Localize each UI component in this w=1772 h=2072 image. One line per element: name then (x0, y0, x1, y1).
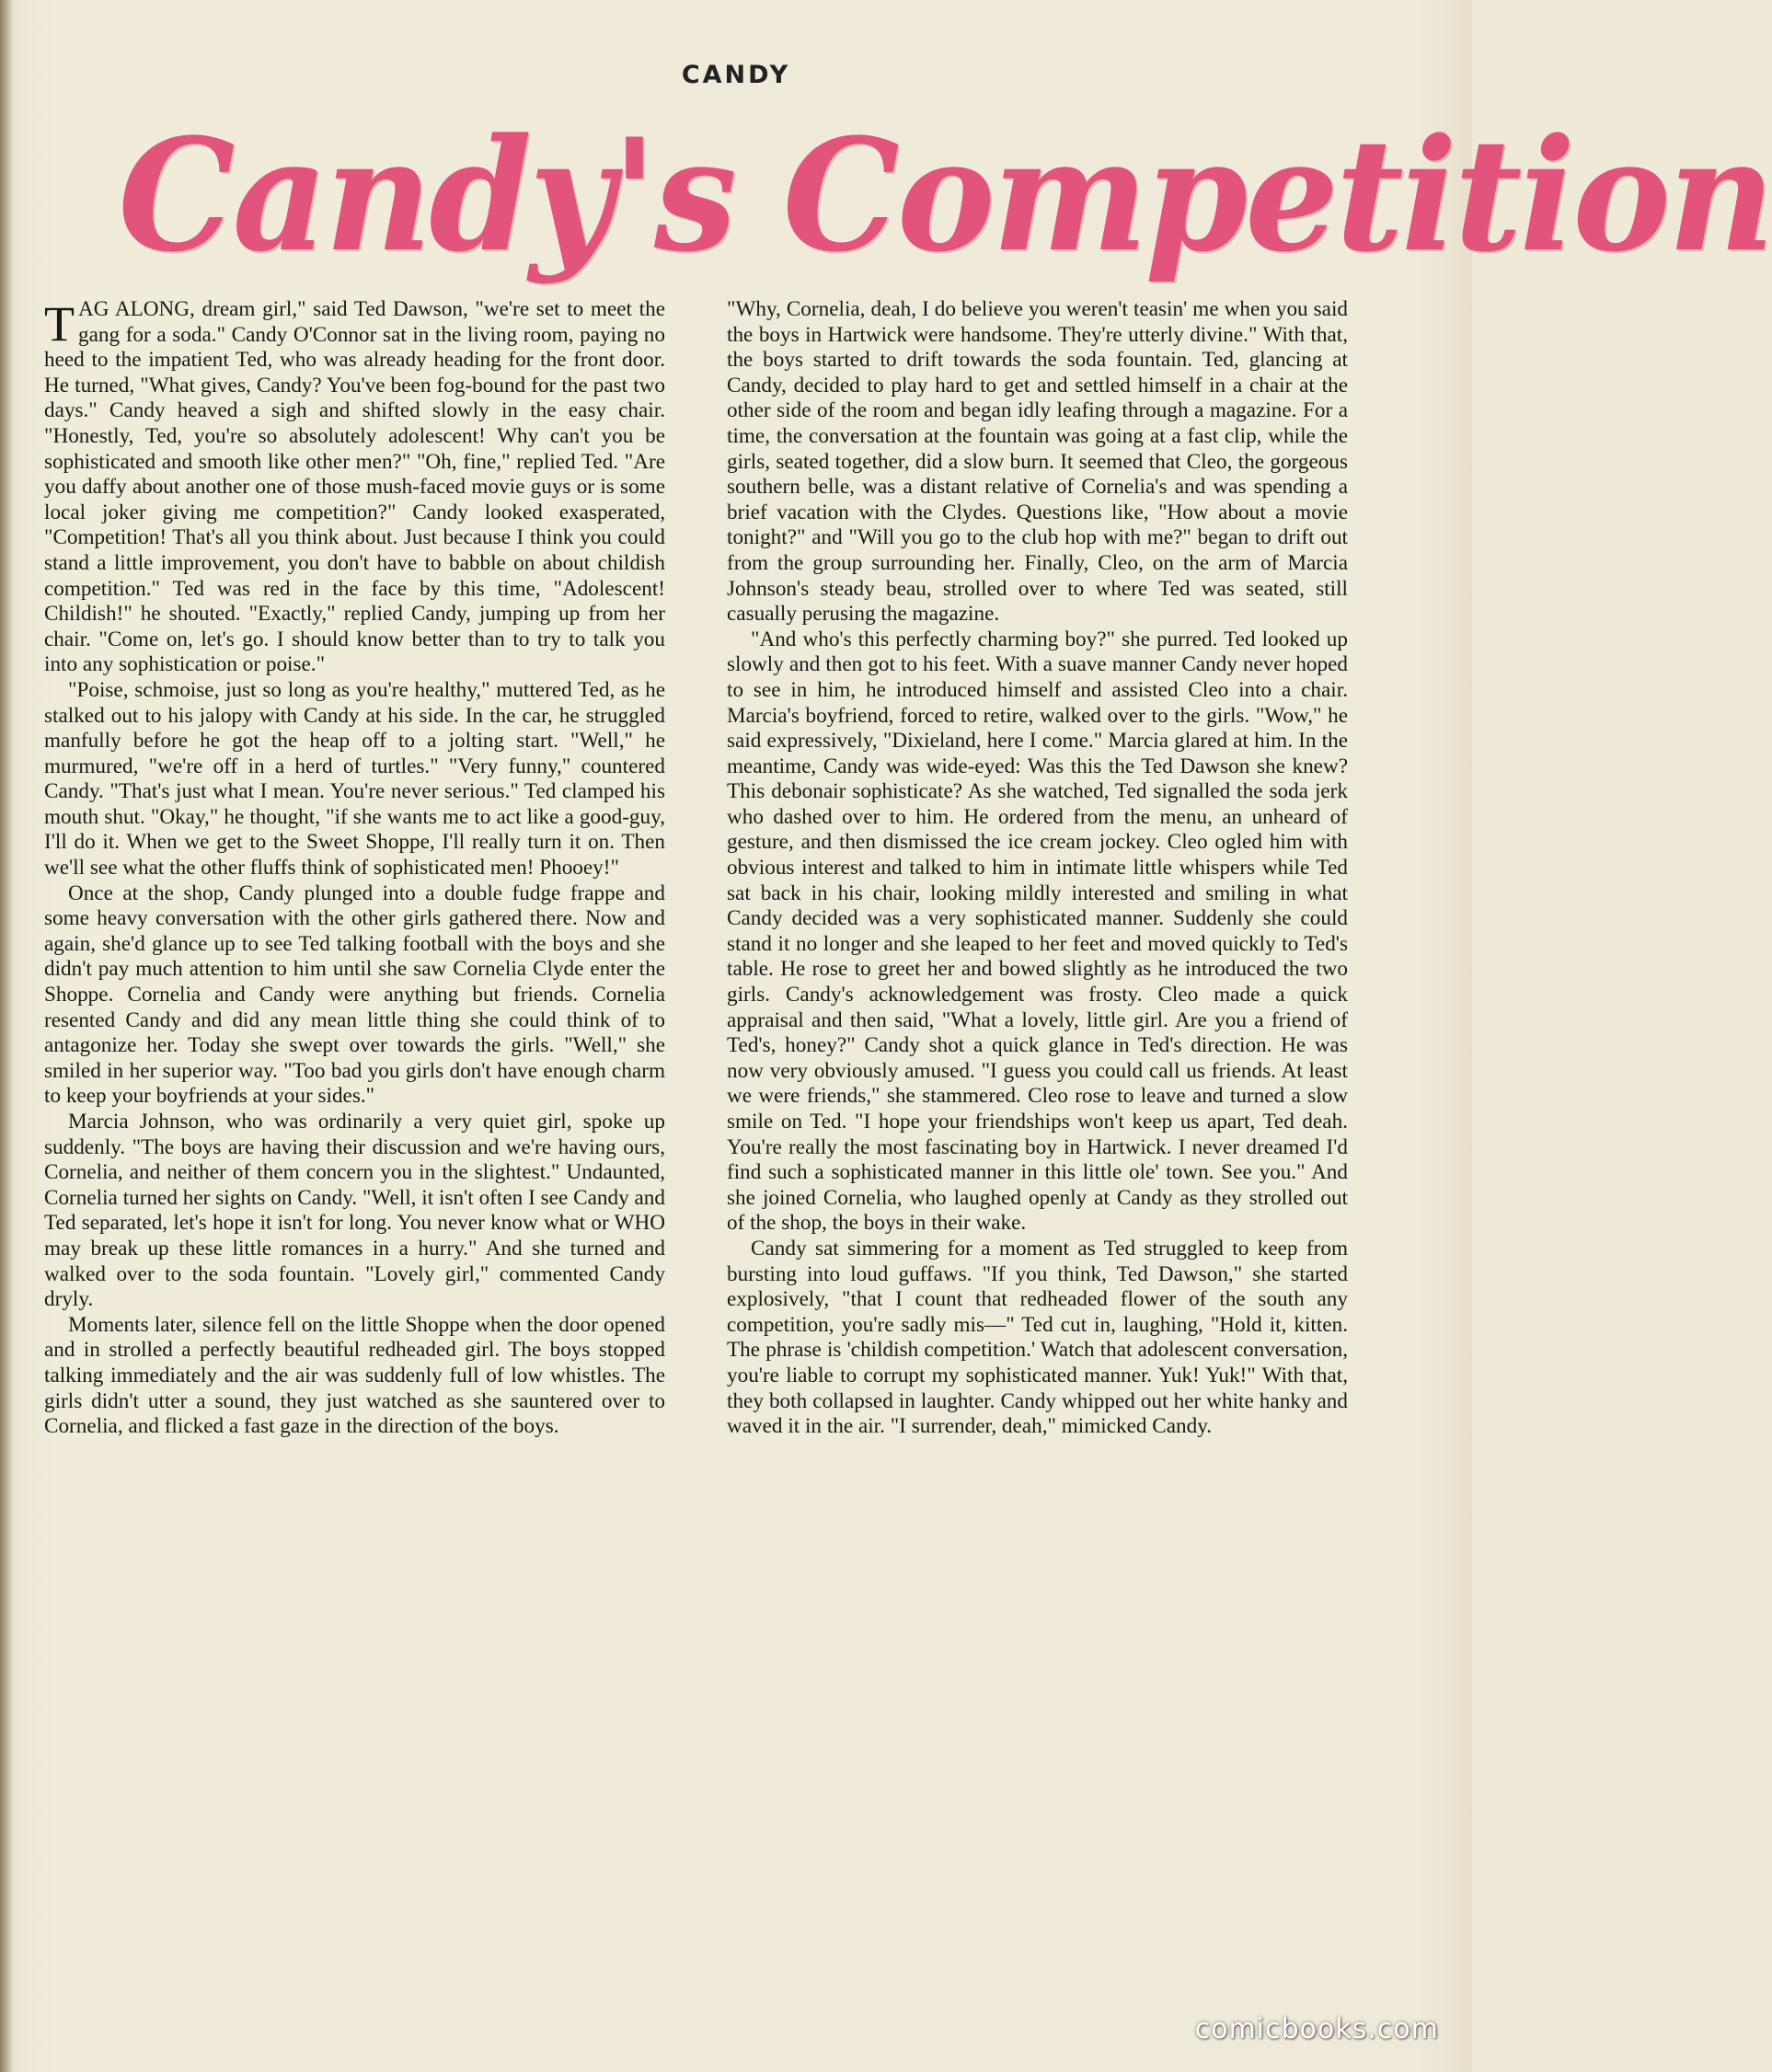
right-column (727, 297, 1348, 1926)
story-title: Candy's Competition (118, 104, 1772, 286)
paragraph: "Poise, schmoise, just so long as you're healthy," muttered Ted, as he stalked out to his jalopy with Candy at his side. In the car, he struggled manfully before he got the heap off to a jolting start. "Well," he murmured, "we're off in a herd of turtles." "Very funny," countered Candy. "That's just what I mean. You're never serious." Ted clamped his mouth shut. "Okay," he thought, "if she wants me to act like a good-guy, I'll do it. When we get to the Sweet Shoppe, I'll really turn it on. Then we'll see what the other fluffs think of sophisticated men! Phooey!" (44, 677, 665, 881)
paragraph (44, 297, 665, 678)
paragraph: "Why, Cornelia, deah, I do believe you weren't teasin' me when you said the boys in Hartwick were handsome. They're utterly divine." With that, the boys started to drift towards the soda fountain. Ted, glancing at Candy, decided to play hard to get and settled himself in a chair at the other side of the room and began idly leafing through a magazine. For a time, the conversation at the fountain was going at a fast clip, while the girls, seated together, did a slow burn. It seemed that Cleo, the gorgeous southern belle, was a distant relative of Cornelia's and was spending a brief vacation with the Clydes. Questions like, "How about a movie tonight?" and "Will you go to the club hop with me?" began to drift out from the group surrounding her. Finally, Cleo, on the arm of Marcia Johnson's steady beau, strolled over to where Ted was seated, still casually perusing the magazine. (727, 297, 1348, 627)
left-column (44, 297, 665, 1926)
drop-cap: T (44, 296, 75, 351)
paragraph: Moments later, silence fell on the little Shoppe when the door opened and in strolled a perfectly beautiful redheaded girl. The boys stopped talking immediately and the air was suddenly full of low whistles. The girls didn't utter a sound, they just watched as she sauntered over to Cornelia, and flicked a fast gaze in the direction of the boys. (44, 1312, 665, 1439)
paragraph: Once at the shop, Candy plunged into a double fudge frappe and some heavy conversation with the other girls gathered there. Now and again, she'd glance up to see Ted talking football with the boys and she didn't pay much attention to him until she saw Cornelia Clyde enter the Shoppe. Cornelia and Candy were anything but friends. Cornelia resented Candy and did any mean little thing she could think of to antagonize her. Today she swept over towards the girls. "Well," she smiled in her superior way. "Too bad you girls don't have enough charm to keep your boyfriends at your sides." (44, 881, 665, 1109)
watermark: comicbooks.com (1194, 2013, 1439, 2045)
paragraph: Marcia Johnson, who was ordinarily a very quiet girl, spoke up suddenly. "The boys are having their discussion and we're having ours, Cornelia, and neither of them concern you in the slightest." Undaunted, Cornelia turned her sights on Candy. "Well, it isn't often I see Candy and Ted separated, let's hope it isn't for long. You never know what or WHO may break up these little romances in a hurry." And she turned and walked over to the soda fountain. "Lovely girl," commented Candy dryly. (44, 1110, 665, 1312)
magazine-header: CANDY (681, 61, 791, 89)
paragraph: "And who's this perfectly charming boy?" she purred. Ted looked up slowly and then got to his feet. With a suave manner Candy never hoped to see in him, he introduced himself and assisted Cleo into a chair. Marcia's boyfriend, forced to retire, walked over to the girls. "Wow," he said expressively, "Dixieland, here I come." Marcia glared at him. In the meantime, Candy was wide-eyed: Was this the Ted Dawson she knew? This debonair sophisticate? As she watched, Ted signalled the soda jerk who dashed over to him. He ordered from the menu, an unheard of gesture, and then dismissed the ice cream jockey. Cleo ogled him with obvious interest and talked to him in intimate little whispers while Ted sat back in his chair, looking mildly interested and smiling in what Candy decided was a very sophisticated manner. Suddenly she could stand it no longer and she leaped to her feet and moved quickly to Ted's table. He rose to greet her and bowed slightly as he introduced the two girls. Candy's acknowledgement was frosty. Cleo made a quick appraisal and then said, "What a lovely, little girl. Are you a friend of Ted's, honey?" Candy shot a quick glance in Ted's direction. He was now very obviously amused. "I guess you could call us friends. At least we were friends," she stammered. Cleo rose to leave and turned a slow smile on Ted. "I hope your friendships won't keep us apart, Ted deah. You're really the most fascinating boy in Hartwick. I never dreamed I'd find such a sophisticated manner in this little ole' town. See you." And she joined Cornelia, who laughed openly at Candy as they strolled out of the shop, the boys in their wake. (727, 627, 1348, 1236)
paragraph-text: AG ALONG, dream girl," said Ted Dawson, "we're set to meet the gang for a soda." Candy O'Connor sat in the living room, paying no heed to the impatient Ted, who was already heading for the front door. He turned, "What gives, Candy? You've been fog-bound for the past two days." Candy heaved a sigh and shifted slowly in the easy chair. "Honestly, Ted, you're so absolutely adolescent! Why can't you be sophisticated and smooth like other men?" "Oh, fine," replied Ted. "Are you daffy about another one of those mush-faced movie guys or is some local joker giving me competition?" Candy looked exasperated, "Competition! That's all you think about. Just because I think you could stand a little improvement, you don't have to babble on about childish competition." Ted was red in the face by this time, "Adolescent! Childish!" he shouted. "Exactly," replied Candy, jumping up from her chair. "Come on, let's go. I should know better than to try to talk you into any sophistication or poise." (44, 297, 665, 677)
paragraph: Candy sat simmering for a moment as Ted struggled to keep from bursting into loud guffaws. "If you think, Ted Dawson," she started explosively, "that I count that redheaded flower of the south any competition, you're sadly mis—" Ted cut in, laughing, "Hold it, kitten. The phrase is 'childish competition.' Watch that adolescent conversation, you're liable to corrupt my sophisticated manner. Yuk! Yuk!" With that, they both collapsed in laughter. Candy whipped out her white hanky and waved it in the air. "I surrender, deah," mimicked Candy. (727, 1236, 1348, 1439)
page-gutter-shadow (0, 0, 13, 2072)
